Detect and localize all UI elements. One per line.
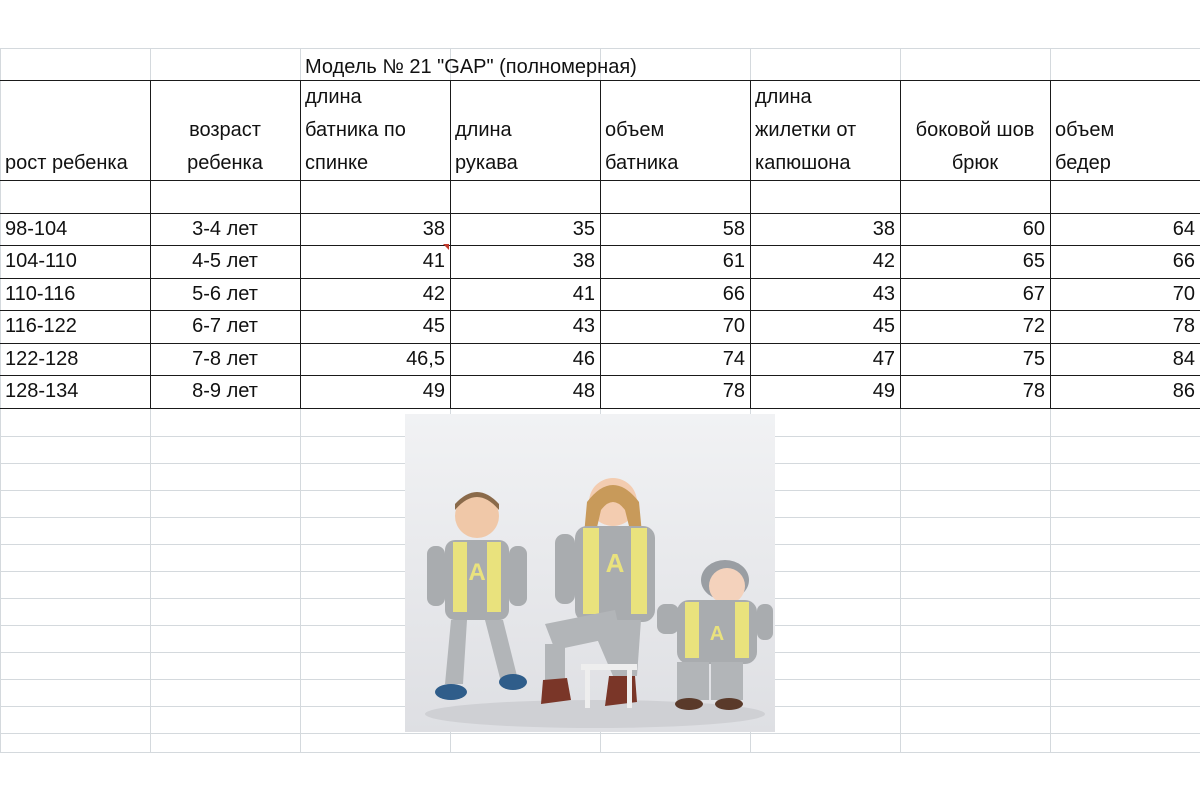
- table-cell-back_length: 38: [422, 218, 445, 240]
- column-header-sleeve: длина: [455, 119, 512, 141]
- table-cell-vest_length: 45: [872, 315, 895, 337]
- table-cell-back_length: 41: [422, 250, 445, 272]
- comment-marker: [443, 244, 449, 250]
- table-cell-chest: 58: [722, 218, 745, 240]
- column-header-chest: объем: [605, 119, 665, 141]
- column-header-back_length: батника по: [305, 119, 406, 141]
- table-cell-chest: 78: [722, 380, 745, 402]
- table-cell-side_seam: 78: [1022, 380, 1045, 402]
- table-cell-side_seam: 65: [1022, 250, 1045, 272]
- gridline-horizontal: [0, 733, 1200, 734]
- table-cell-height: 122-128: [5, 348, 79, 370]
- column-header-side_seam: боковой шов: [915, 119, 1035, 141]
- column-header-chest: батника: [605, 152, 679, 174]
- table-cell-height: 110-116: [5, 283, 76, 305]
- table-cell-sleeve: 46: [572, 348, 595, 370]
- table-cell-back_length: 45: [422, 315, 445, 337]
- table-cell-age: 3-4 лет: [192, 218, 258, 240]
- table-cell-hips: 66: [1172, 250, 1195, 272]
- column-header-vest_length: длина: [755, 86, 812, 108]
- table-cell-age: 4-5 лет: [192, 250, 258, 272]
- table-cell-sleeve: 35: [572, 218, 595, 240]
- column-header-sleeve: рукава: [455, 152, 518, 174]
- table-title: Модель № 21 "GAP" (полномерная): [305, 56, 637, 78]
- column-header-hips: объем: [1055, 119, 1115, 141]
- table-cell-sleeve: 43: [572, 315, 595, 337]
- table-cell-sleeve: 38: [572, 250, 595, 272]
- column-header-vest_length: капюшона: [755, 152, 851, 174]
- table-cell-back_length: 42: [422, 283, 445, 305]
- table-cell-height: 128-134: [5, 380, 79, 402]
- table-cell-side_seam: 60: [1022, 218, 1045, 240]
- table-cell-side_seam: 72: [1022, 315, 1045, 337]
- svg-text:A: A: [605, 548, 625, 578]
- table-cell-chest: 74: [722, 348, 745, 370]
- table-cell-height: 104-110: [5, 250, 77, 272]
- table-cell-side_seam: 67: [1022, 283, 1045, 305]
- table-cell-age: 6-7 лет: [192, 315, 258, 337]
- svg-text:A: A: [709, 623, 725, 645]
- table-cell-back_length: 46,5: [406, 348, 445, 370]
- column-header-side_seam: брюк: [951, 152, 999, 174]
- svg-text:A: A: [468, 559, 486, 586]
- table-cell-sleeve: 41: [572, 283, 595, 305]
- table-cell-side_seam: 75: [1022, 348, 1045, 370]
- table-cell-vest_length: 49: [872, 380, 895, 402]
- table-cell-vest_length: 42: [872, 250, 895, 272]
- product-photo: [405, 414, 775, 732]
- table-cell-age: 5-6 лет: [192, 283, 258, 305]
- column-header-age: ребенка: [187, 152, 263, 174]
- table-cell-sleeve: 48: [572, 380, 595, 402]
- column-header-back_length: спинке: [305, 152, 369, 174]
- table-cell-vest_length: 43: [872, 283, 895, 305]
- table-cell-chest: 61: [722, 250, 745, 272]
- table-cell-hips: 84: [1172, 348, 1195, 370]
- table-cell-hips: 64: [1172, 218, 1195, 240]
- table-cell-back_length: 49: [422, 380, 445, 402]
- gridline-vertical: [0, 48, 1, 752]
- table-cell-age: 8-9 лет: [192, 380, 258, 402]
- column-header-age: возраст: [189, 119, 261, 141]
- column-header-vest_length: жилетки от: [755, 119, 857, 141]
- table-cell-vest_length: 47: [872, 348, 895, 370]
- table-cell-hips: 86: [1172, 380, 1195, 402]
- table-cell-chest: 66: [722, 283, 745, 305]
- gridline-horizontal: [0, 752, 1200, 753]
- table-cell-height: 116-122: [5, 315, 77, 337]
- table-cell-age: 7-8 лет: [192, 348, 258, 370]
- table-cell-hips: 78: [1172, 315, 1195, 337]
- table-cell-hips: 70: [1172, 283, 1195, 305]
- table-cell-chest: 70: [722, 315, 745, 337]
- column-header-hips: бедер: [1055, 152, 1111, 174]
- gridline-horizontal: [0, 48, 1200, 49]
- column-header-back_length: длина: [305, 86, 362, 108]
- table-cell-height: 98-104: [5, 218, 68, 240]
- column-header-height: рост ребенка: [5, 152, 128, 174]
- table-cell-vest_length: 38: [872, 218, 895, 240]
